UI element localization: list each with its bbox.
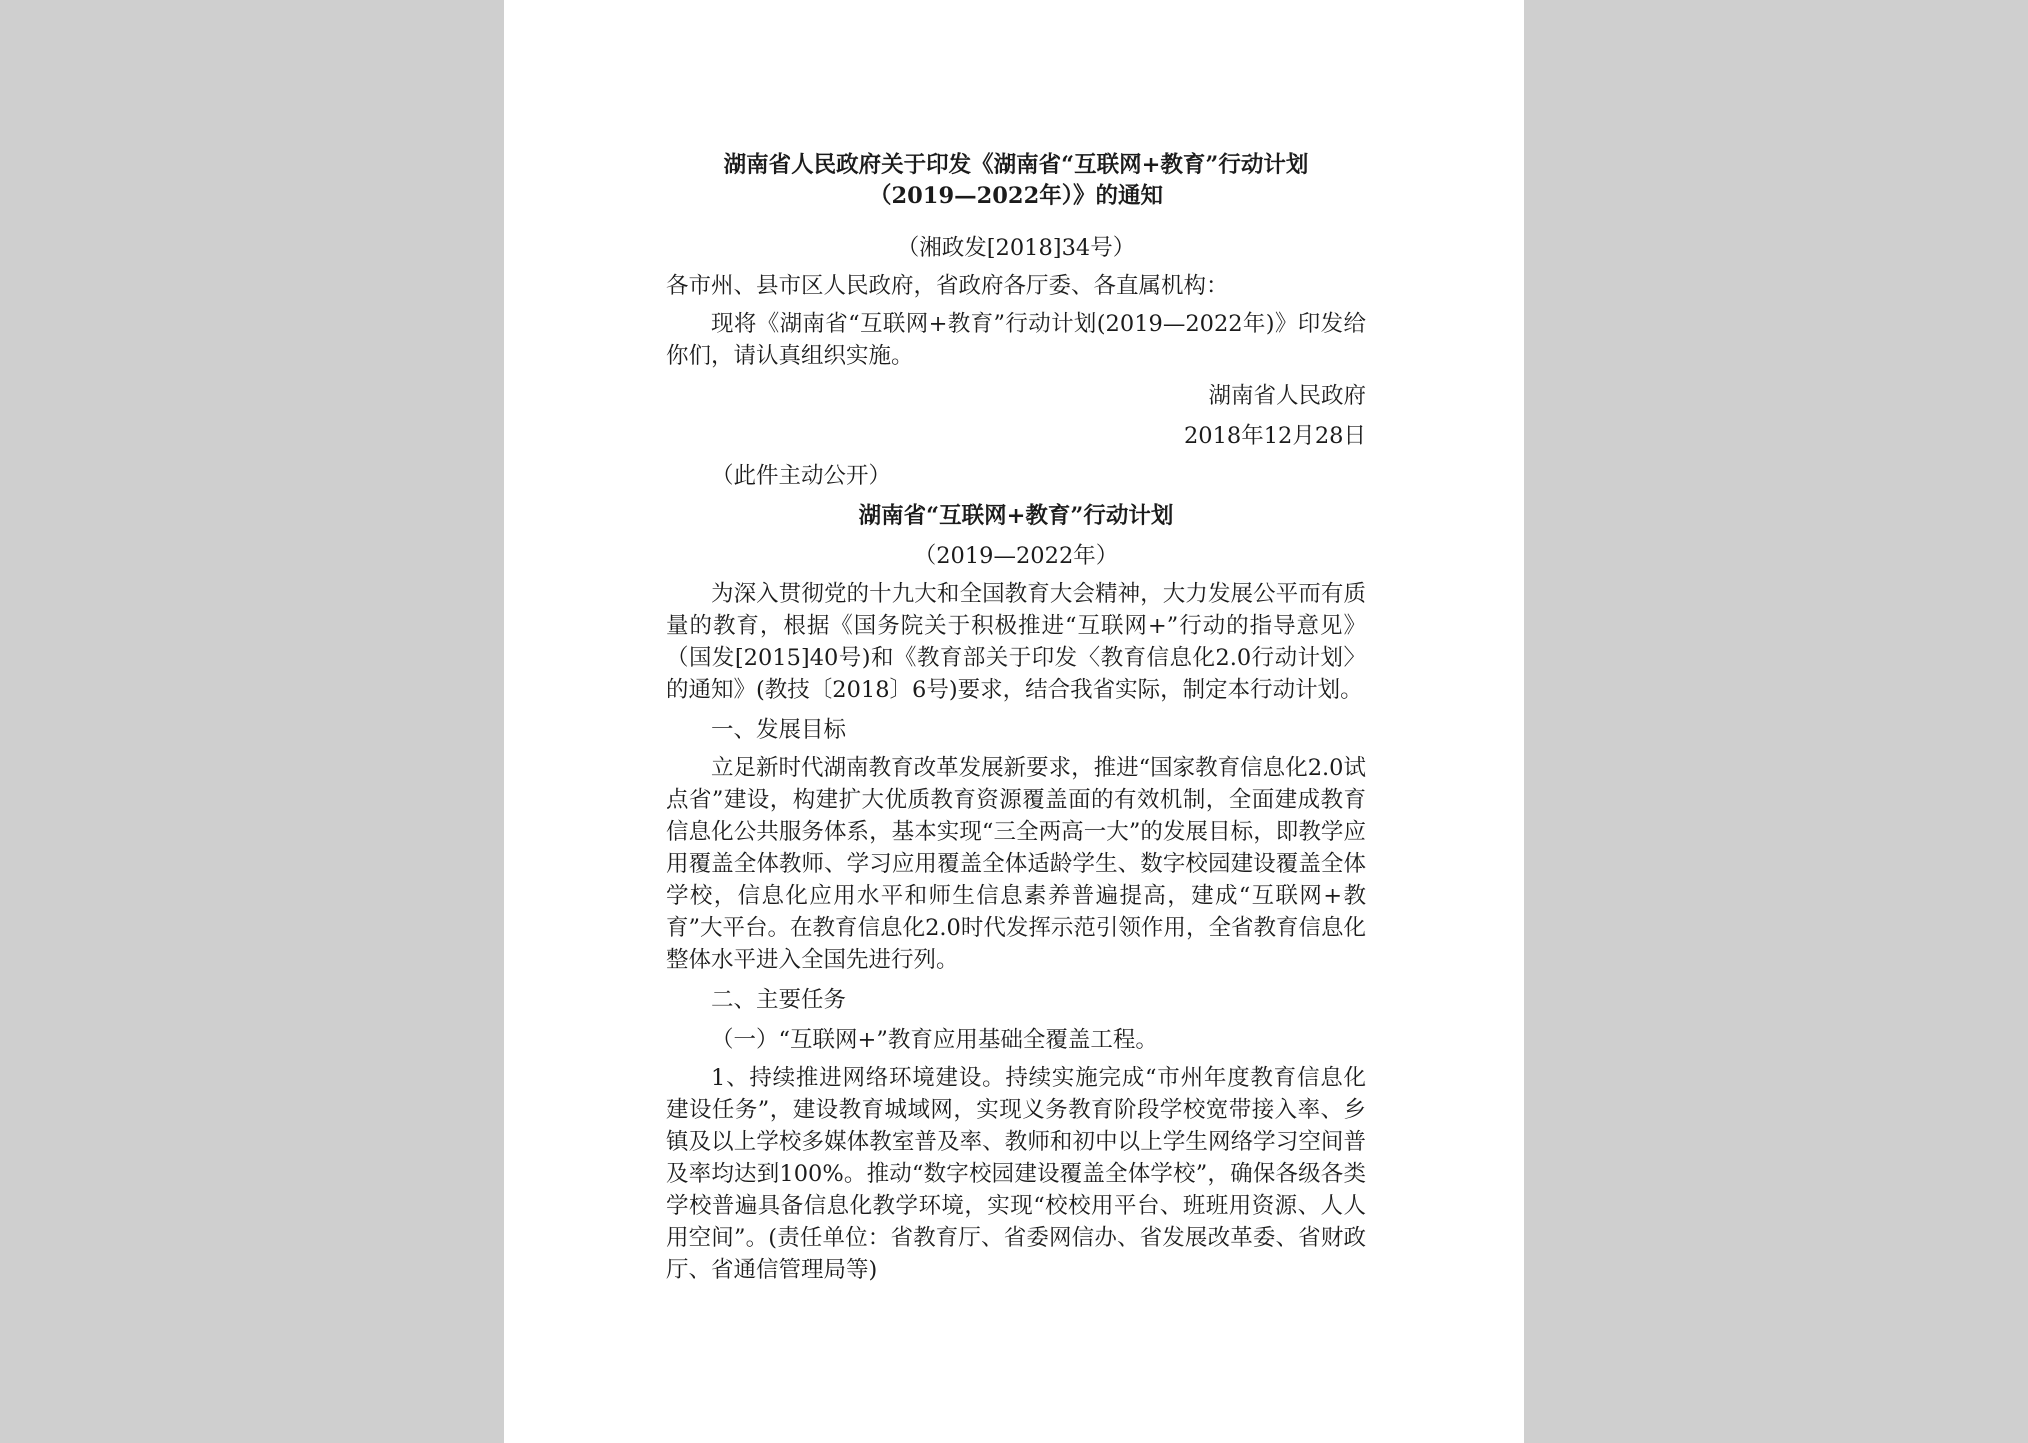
- document-content: [666, 150, 1366, 1286]
- section-2-heading: 二、主要任务: [711, 987, 847, 1013]
- intro-paragraph: 现将《湖南省“互联网+教育”行动计划(2019—2022年)》印发给你们，请认真组织实施。: [666, 311, 1366, 369]
- issue-date: 2018年12月28日: [1183, 423, 1366, 449]
- document-title-line-1: 湖南省人民政府关于印发《湖南省“互联网+教育”行动计划: [723, 152, 1309, 178]
- issuer: 湖南省人民政府: [1208, 383, 1366, 409]
- disclosure-note: （此件主动公开）: [711, 463, 892, 489]
- item-1-body: 1、持续推进网络环境建设。持续实施完成“市州年度教育信息化建设任务”，建设教育城域网，实现义务教育阶段学校宽带接入率、乡镇及以上学校多媒体教室普及率、教师和初中以上学生网络学习空间普及率均达到100%。推动“数字校园建设覆盖全体学校”，确保各级各类学校普遍具备信息化教学环境，实现“校校用平台、班班用资源、人人用空间”。(责任单位：省教育厅、省委网信办、省发展改革委、省财政厅、省通信管理局等): [666, 1065, 1366, 1283]
- plan-title: 湖南省“互联网+教育”行动计划: [858, 503, 1174, 529]
- document-number: （湘政发[2018]34号）: [896, 235, 1136, 261]
- preamble-paragraph: 为深入贯彻党的十九大和全国教育大会精神，大力发展公平而有质量的教育，根据《国务院关于积极推进“互联网+”行动的指导意见》（国发[2015]40号)和《教育部关于印发〈教育信息化2.0行动计划〉的通知》(教技〔2018〕6号)要求，结合我省实际，制定本行动计划。: [666, 581, 1366, 703]
- section-1-body: 立足新时代湖南教育改革发展新要求，推进“国家教育信息化2.0试点省”建设，构建扩大优质教育资源覆盖面的有效机制，全面建成教育信息化公共服务体系，基本实现“三全两高一大”的发展目标，即教学应用覆盖全体教师、学习应用覆盖全体适龄学生、数字校园建设覆盖全体学校，信息化应用水平和师生信息素养普遍提高，建成“互联网+教育”大平台。在教育信息化2.0时代发挥示范引领作用，全省教育信息化整体水平进入全国先进行列。: [666, 755, 1366, 973]
- addressee: 各市州、县市区人民政府，省政府各厅委、各直属机构：: [666, 273, 1229, 299]
- document-title-line-2: （2019—2022年）》的通知: [869, 183, 1163, 209]
- plan-years: （2019—2022年）: [913, 543, 1119, 569]
- subsection-1-heading: （一）“互联网+”教育应用基础全覆盖工程。: [711, 1027, 1158, 1053]
- section-1-heading: 一、发展目标: [711, 717, 847, 743]
- document-page: [504, 0, 1524, 1443]
